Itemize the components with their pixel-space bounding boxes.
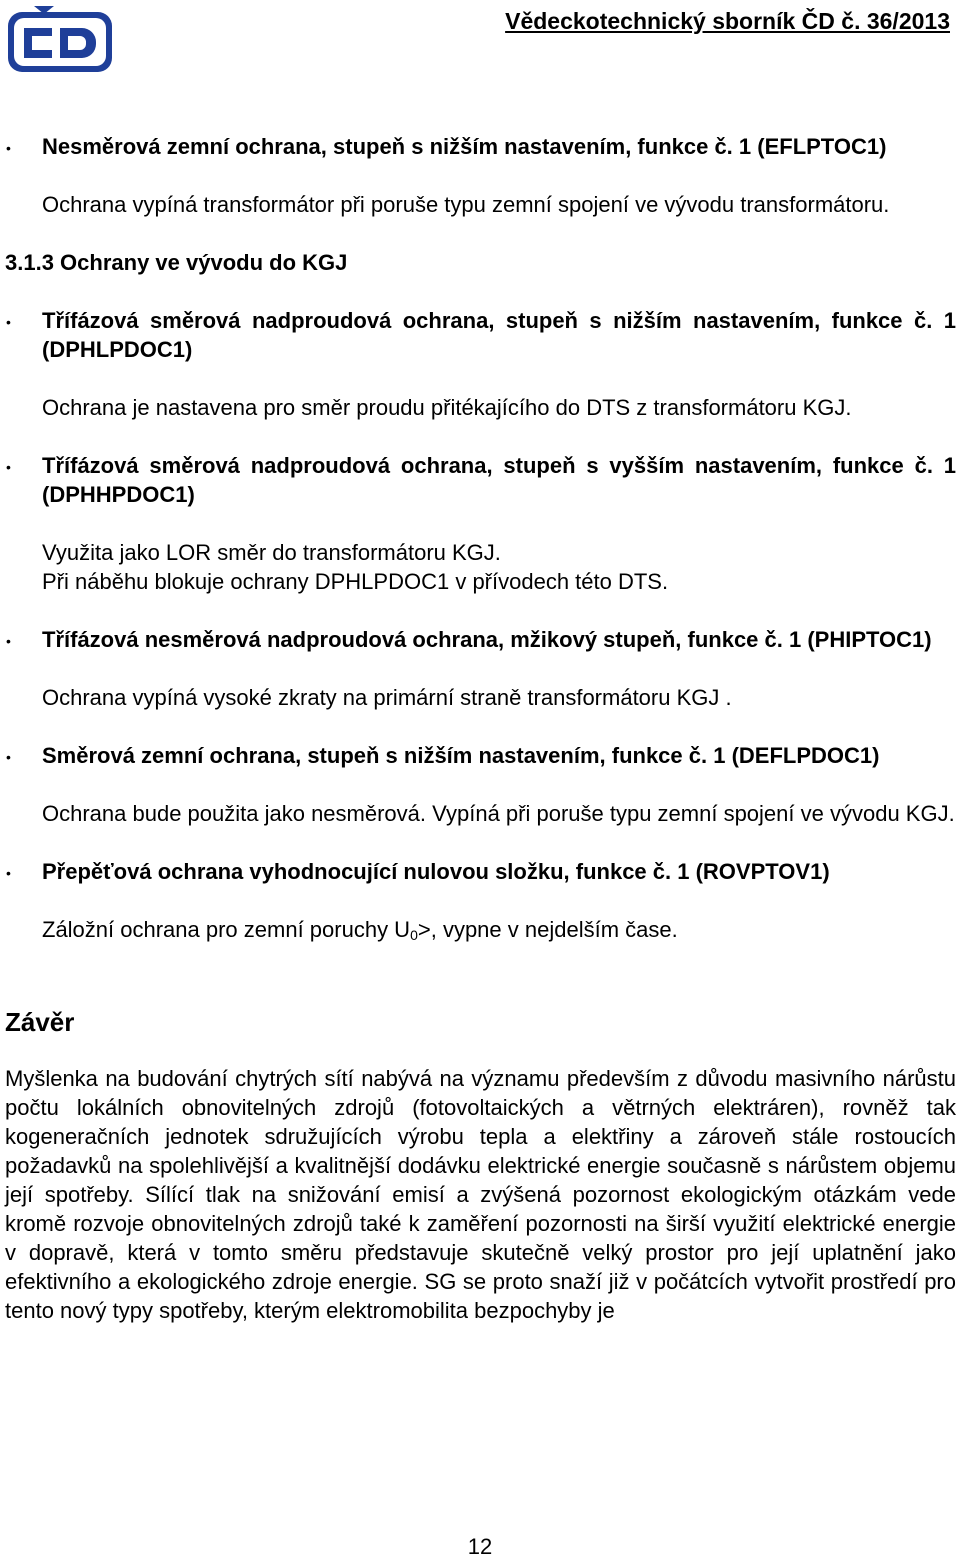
bullet-icon: • (6, 140, 11, 156)
item-title: Nesměrová zemní ochrana, stupeň s nižším nastavením, funkce č. 1 (EFLPTOC1) (42, 134, 887, 159)
item-text (5, 915, 956, 944)
item-title: Směrová zemní ochrana, stupeň s nižším nastavením, funkce č. 1 (DEFLPDOC1) (42, 743, 880, 768)
list-item (5, 741, 956, 770)
conclusion-section (5, 1006, 956, 1325)
section-heading: 3.1.3 Ochrany ve vývodu do KGJ (5, 250, 348, 275)
page-number: 12 (467, 1534, 493, 1559)
item-text: Využita jako LOR směr do transformátoru KGJ. (42, 540, 501, 565)
journal-title: Vědeckotechnický sborník ČD č. 36/2013 (505, 8, 950, 34)
item-title: Třífázová nesměrová nadproudová ochrana, mžikový stupeň, funkce č. 1 (PHIPTOC1) (42, 627, 932, 652)
bullet-icon: • (6, 459, 11, 475)
item-text: Při náběhu blokuje ochrany DPHLPDOC1 v přívodech této DTS. (42, 569, 669, 594)
list-item (5, 857, 956, 886)
item-text-post: >, vypne v nejdelším čase. (417, 917, 678, 942)
conclusion-text: Myšlenka na budování chytrých sítí nabývá na významu především z důvodu masivního nárůstu počtu lokálních obnovitelných zdrojů (fotovoltaických a větrných elektráren), rovněž tak kogeneračních jednotek sdružujících výrobu tepla a elektřiny a zároveň stále rostoucích požadavků na spolehlivější a kvalitnější dodávku elektrické energie současně s nárůstem objemu její spotřeby. Sílící tlak na snižování emisí a zvýšená pozornost ekologickým otázkám vede kromě rozvoje obnovitelných zdrojů také k zaměření pozornosti na širší využití elektrické energie v dopravě, která v tomto směru představuje skutečně velký prostor pro její uplatnění jako efektivního a ekologického zdroje energie. SG se proto snaží již v počátcích vytvořit prostředí pro tento nový typy spotřeby, kterým elektromobilita bezpochyby je (5, 1066, 956, 1323)
item-text: Ochrana vypíná vysoké zkraty na primární straně transformátoru KGJ . (42, 685, 732, 710)
item-text-pre: Záložní ochrana pro zemní poruchy U (42, 917, 411, 942)
bullet-icon: • (6, 865, 11, 881)
item-text: Ochrana bude použita jako nesměrová. Vypíná při poruše typu zemní spojení ve vývodu KGJ. (42, 801, 955, 826)
item-text-sub: 0 (410, 927, 418, 943)
bullet-icon: • (6, 749, 11, 765)
cd-logo (4, 2, 116, 76)
bullet-icon: • (6, 314, 11, 330)
page-content (5, 132, 956, 1325)
list-item (5, 451, 956, 509)
bullet-icon: • (6, 633, 11, 649)
item-text: Ochrana je nastavena pro směr proudu přitékajícího do DTS z transformátoru KGJ. (42, 395, 852, 420)
list-item (5, 132, 956, 161)
item-title: Třífázová směrová nadproudová ochrana, stupeň s vyšším nastavením, funkce č. 1 (DPHHPDOC1) (42, 453, 956, 507)
item-title: Přepěťová ochrana vyhodnocující nulovou složku, funkce č. 1 (ROVPTOV1) (42, 859, 830, 884)
list-item (5, 306, 956, 364)
list-item (5, 625, 956, 654)
conclusion-heading: Závěr (5, 1007, 75, 1037)
item-text: Ochrana vypíná transformátor při poruše typu zemní spojení ve vývodu transformátoru. (42, 192, 890, 217)
item-title: Třífázová směrová nadproudová ochrana, stupeň s nižším nastavením, funkce č. 1 (DPHLPDOC1) (42, 308, 956, 362)
